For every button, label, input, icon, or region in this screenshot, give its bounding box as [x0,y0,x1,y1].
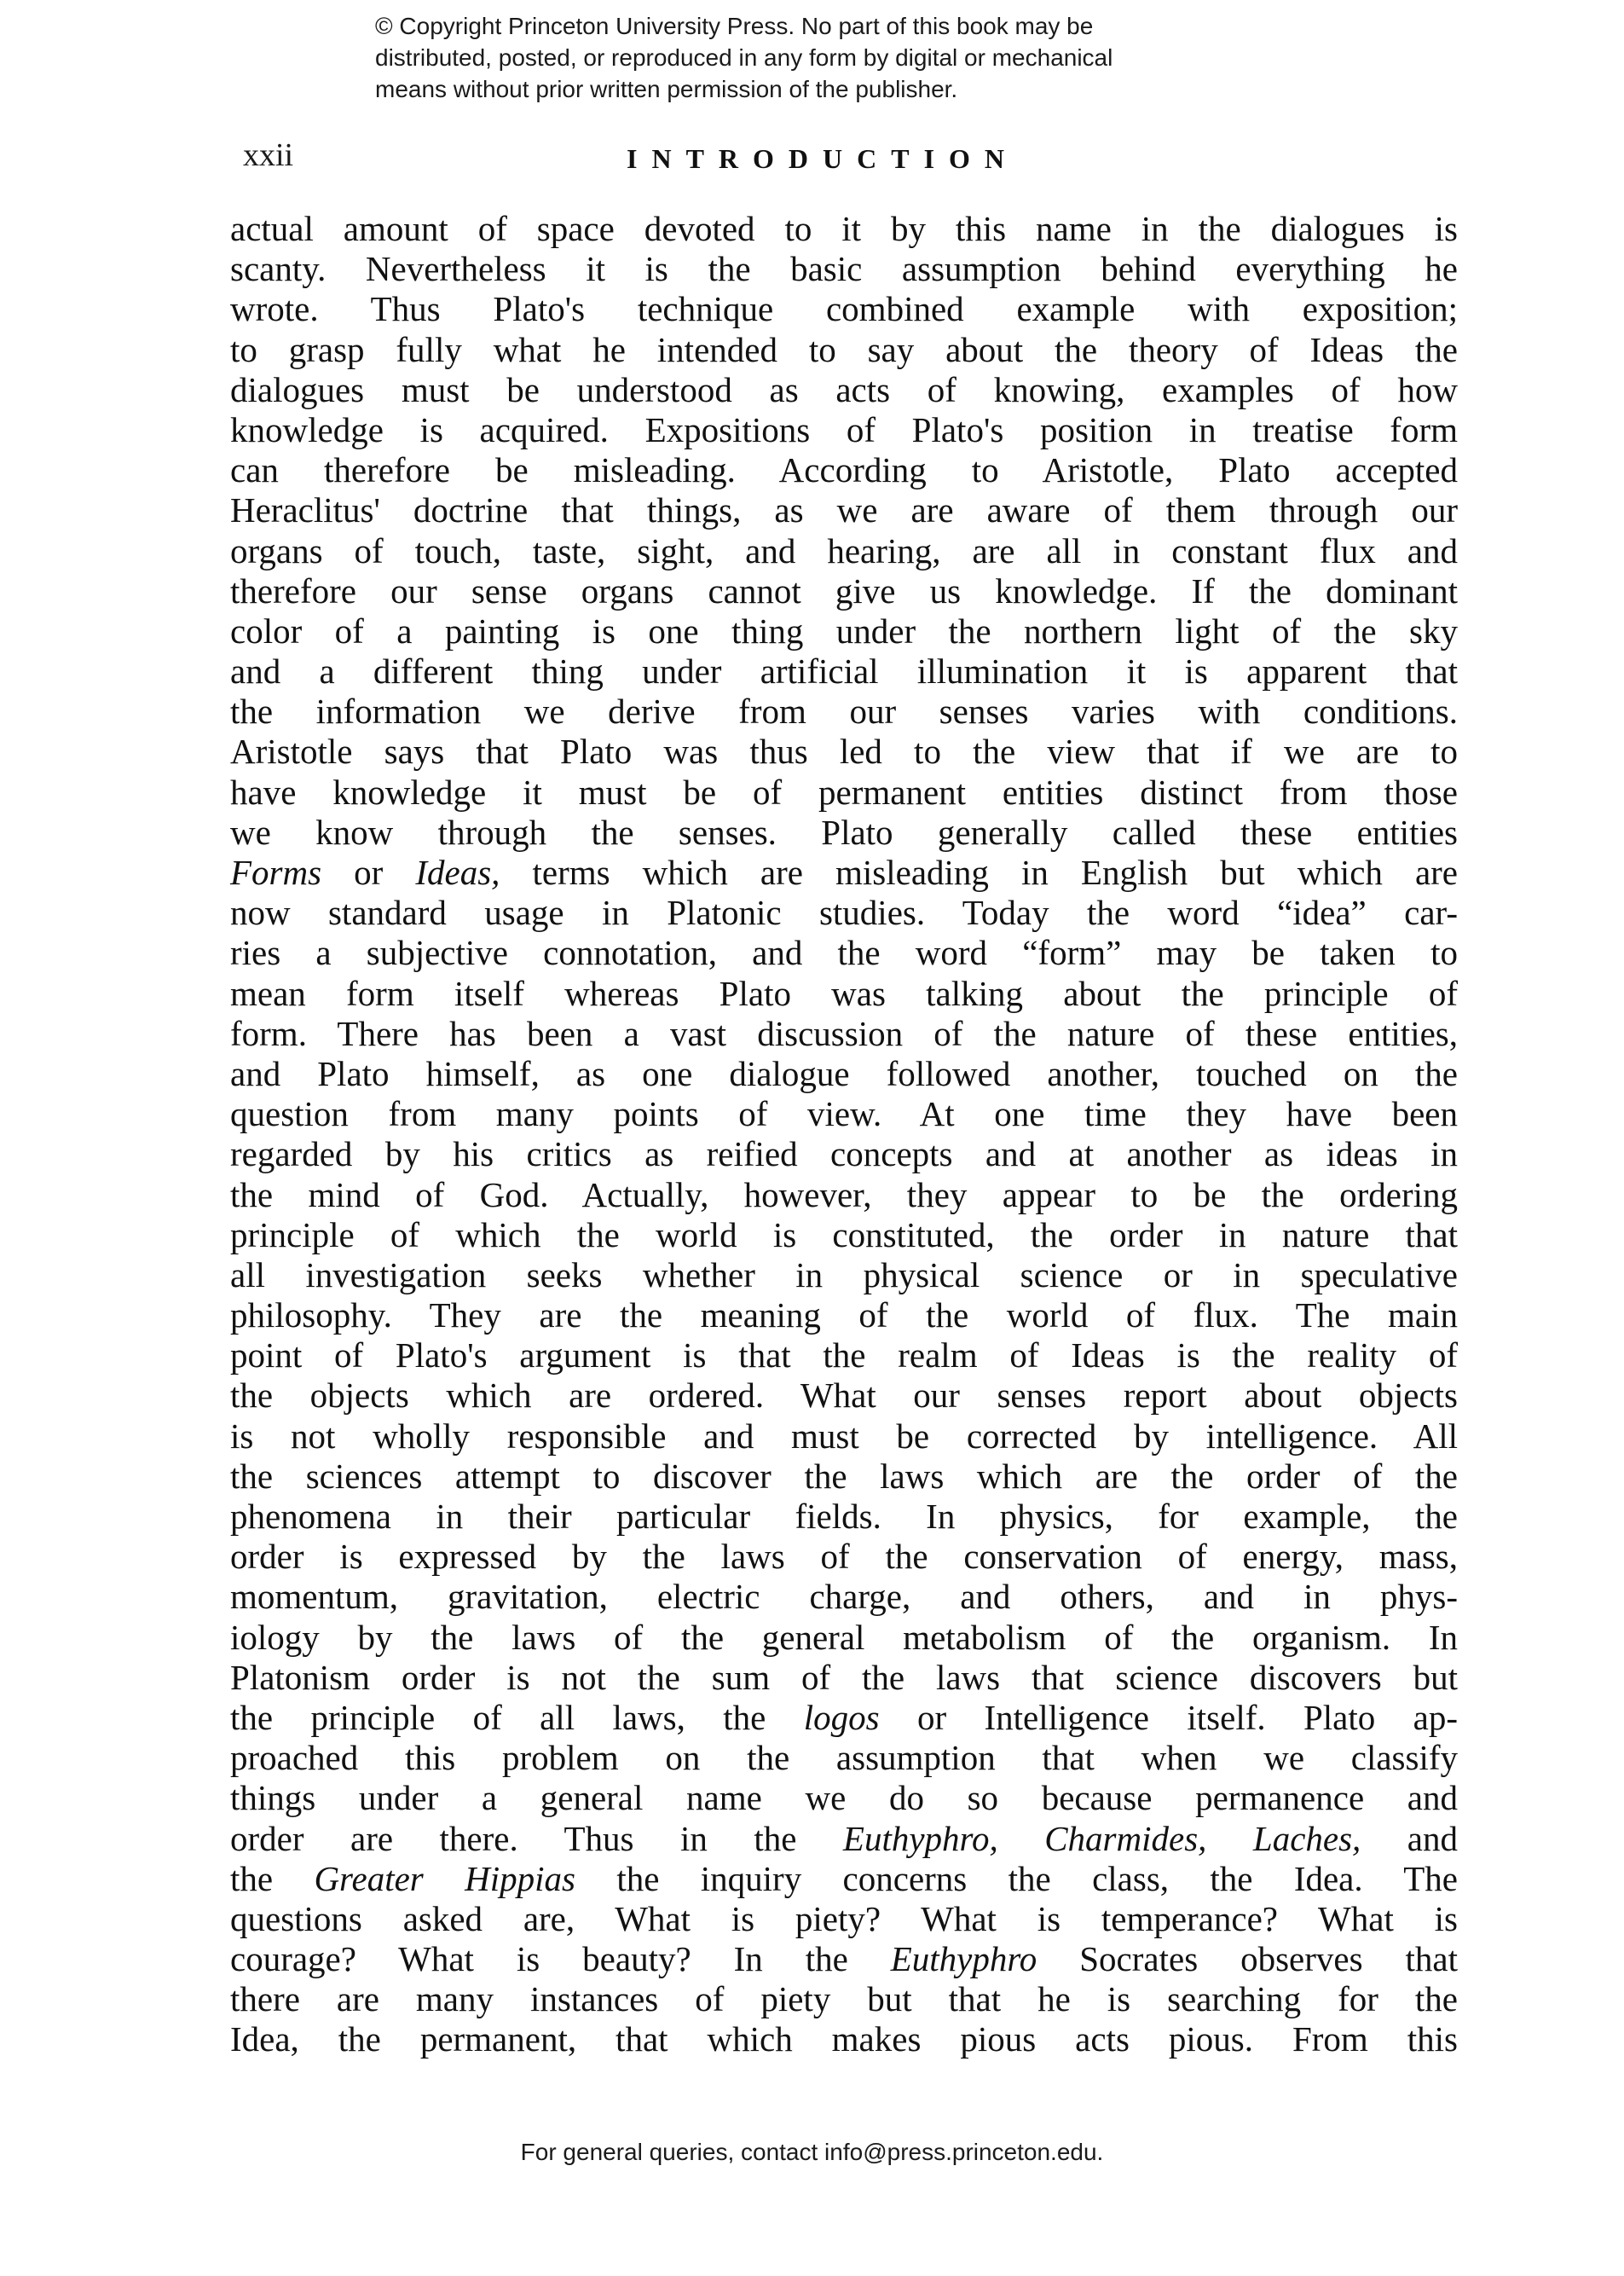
text-run: the inquiry concerns the class, the Idea. The [575,1858,1458,1898]
text-line [230,1939,1458,1979]
text-line: ries a subjective connotation, and the word “form” may be taken to [230,933,1458,973]
text-line: the sciences attempt to discover the laws which are the order of the [230,1456,1458,1496]
text-line: point of Plato's argument is that the realm of Ideas is the reality of [230,1335,1458,1375]
italic-title: Ideas, [415,853,500,892]
text-line: regarded by his critics as reified concepts and at another as ideas in [230,1134,1458,1174]
text-line: question from many points of view. At one time they have been [230,1094,1458,1134]
text-line: color of a painting is one thing under the northern light of the sky [230,611,1458,651]
text-line: to grasp fully what he intended to say about the theory of Ideas the [230,329,1458,369]
text-line: Idea, the permanent, that which makes pious acts pious. From this [230,2019,1458,2059]
text-line: actual amount of space devoted to it by this name in the dialogues is [230,209,1458,248]
text-run: the [230,1858,315,1898]
text-line: Heraclitus' doctrine that things, as we are aware of them through our [230,490,1458,530]
text-line: iology by the laws of the general metabolism of the organism. In [230,1617,1458,1657]
text-line: knowledge is acquired. Expositions of Plato's position in treatise form [230,409,1458,449]
page-number: xxii [243,137,294,173]
copyright-line: distributed, posted, or reproduced in any form by digital or mechanical [375,44,1113,71]
copyright-notice [375,10,1228,105]
text-line: principle of which the world is constituted, the order in nature that [230,1214,1458,1254]
text-line: proached this problem on the assumption that when we classify [230,1738,1458,1778]
text-line [230,1698,1458,1738]
copyright-line: © Copyright Princeton University Press. No part of this book may be [375,13,1094,39]
italic-title: Euthyphro, Charmides, Laches, [842,1818,1361,1858]
italic-title: Forms [230,853,322,892]
text-line: phenomena in their particular fields. In physics, for example, the [230,1497,1458,1536]
text-run: courage? What is beauty? In the [230,1939,891,1979]
text-line [230,1859,1458,1899]
text-run: the principle of all laws, the [230,1697,804,1737]
text-line: the objects which are ordered. What our senses report about objects [230,1375,1458,1416]
text-run: or Intelligence itself. Plato ap- [879,1697,1458,1737]
text-line: Aristotle says that Plato was thus led to the view that if we are to [230,732,1458,772]
italic-title: logos [803,1697,880,1737]
text-line: therefore our sense organs cannot give us knowledge. If the dominant [230,570,1458,611]
copyright-line: means without prior written permission of the publisher. [375,76,958,102]
text-run: Socrates observes that [1037,1939,1458,1979]
text-line: the mind of God. Actually, however, they appear to be the ordering [230,1174,1458,1214]
text-line: all investigation seeks whether in physical science or in speculative [230,1254,1458,1294]
text-line: form. There has been a vast discussion of the nature of these entities, [230,1013,1458,1053]
text-line: Platonism order is not the sum of the laws that science discovers but [230,1657,1458,1697]
text-line: there are many instances of piety but that he is searching for the [230,1979,1458,2019]
text-line: scanty. Nevertheless it is the basic assumption behind everything he [230,249,1458,289]
text-line [230,853,1458,893]
text-line: now standard usage in Platonic studies. Today the word “idea” car- [230,893,1458,933]
text-line: and a different thing under artificial illumination it is apparent that [230,652,1458,692]
text-line: is not wholly responsible and must be corrected by intelligence. All [230,1416,1458,1456]
italic-title: Greater Hippias [314,1858,575,1898]
text-line: we know through the senses. Plato generally called these entities [230,812,1458,852]
text-line: and Plato himself, as one dialogue followed another, touched on the [230,1053,1458,1093]
running-head: INTRODUCTION [627,143,1020,174]
text-line: the information we derive from our senses varies with conditions. [230,692,1458,732]
text-run: terms which are misleading in English but which are [500,853,1459,892]
text-run: order are there. Thus in the [230,1818,843,1858]
text-line: questions asked are, What is piety? What is temperance? What is [230,1898,1458,1938]
text-run: and [1361,1818,1458,1858]
text-line: things under a general name we do so because permanence and [230,1778,1458,1818]
body-text [230,209,1458,2060]
text-line: order is expressed by the laws of the conservation of energy, mass, [230,1537,1458,1577]
italic-title: Euthyphro [890,1939,1037,1979]
text-line: have knowledge it must be of permanent entities distinct from those [230,772,1458,812]
text-run: or [321,853,416,892]
text-line: organs of touch, taste, sight, and hearing, are all in constant flux and [230,530,1458,570]
text-line: can therefore be misleading. According to Aristotle, Plato accepted [230,450,1458,490]
text-line: mean form itself whereas Plato was talking about the principle of [230,973,1458,1013]
text-line: momentum, gravitation, electric charge, and others, and in phys- [230,1577,1458,1617]
text-line: dialogues must be understood as acts of knowing, examples of how [230,369,1458,409]
text-line: wrote. Thus Plato's technique combined example with exposition; [230,289,1458,329]
text-line [230,1819,1458,1859]
footer-contact: For general queries, contact info@press.princeton.edu. [520,2139,1104,2165]
text-line: philosophy. They are the meaning of the world of flux. The main [230,1295,1458,1335]
